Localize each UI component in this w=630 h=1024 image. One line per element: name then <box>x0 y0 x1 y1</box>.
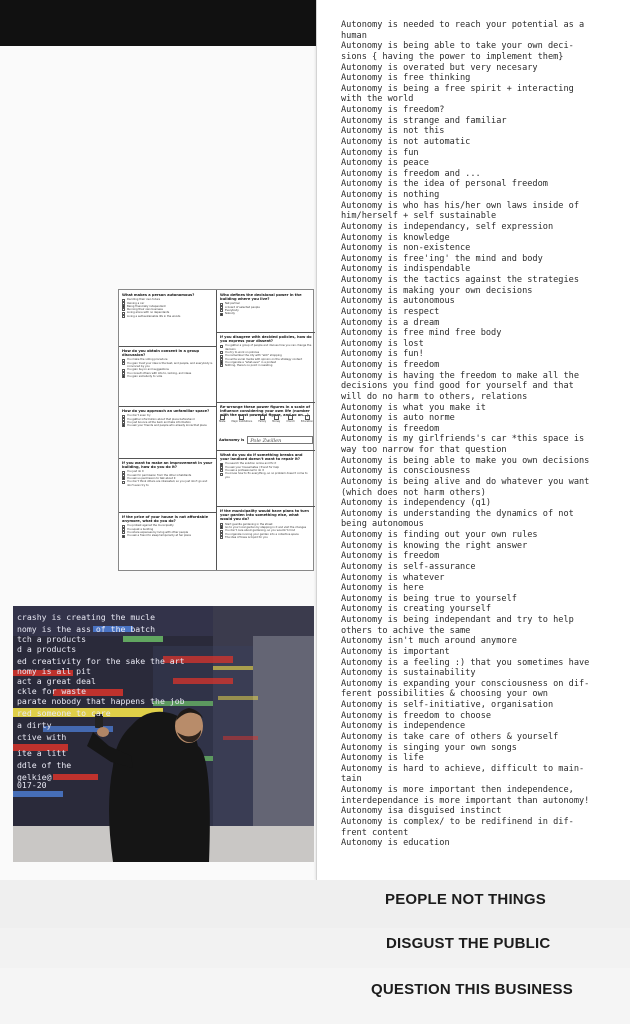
autonomy-line: Autonomy is having the freedom to make all the <box>341 370 579 381</box>
option-label: You ask your friends and people who already know that place <box>127 424 207 428</box>
survey-question <box>218 508 314 539</box>
option-label: You protest against the municipality <box>127 524 174 528</box>
autonomy-line: Autonomy is autonomous <box>341 296 455 307</box>
autonomy-line: Autonomy is free'ing' the mind and body <box>341 253 543 264</box>
projection-photo <box>13 606 314 862</box>
fill-in-handwriting[interactable]: Pole Zwillen <box>247 436 313 444</box>
survey-separator <box>119 458 217 459</box>
fill-in-label: Autonomy is <box>219 438 245 442</box>
autonomy-line: human <box>341 30 367 41</box>
top-dark-band <box>0 0 316 46</box>
question-option[interactable] <box>218 344 314 351</box>
survey-separator <box>217 402 315 403</box>
autonomy-text-sheet <box>316 0 630 880</box>
autonomy-line: Autonomy is not this <box>341 126 445 137</box>
autonomy-line: Autonomy is auto norme <box>341 413 455 424</box>
autonomy-line: Autonomy is consciousness <box>341 466 471 477</box>
projected-line: parate nobody that happens the job <box>17 696 185 706</box>
question-option[interactable] <box>218 364 314 367</box>
autonomy-line: Autonomy is expanding your consciousness on dif- <box>341 678 590 689</box>
option-label: Nothing, there's no point in resisting <box>225 364 273 368</box>
autonomy-line: Autonomy is freedom <box>341 551 440 562</box>
power-scale-row <box>219 415 313 423</box>
autonomy-line: Autonomy is here <box>341 583 424 594</box>
autonomy-line: interdependance is more important than autonomy! <box>341 795 590 806</box>
autonomy-line: way too narrow for that question <box>341 445 507 455</box>
autonomy-line: Autonomy is respect <box>341 306 440 317</box>
autonomy-line: Autonomy is what you make it <box>341 402 486 413</box>
autonomy-line: Autonomy is peace <box>341 158 429 169</box>
question-title: Who defines the decisional power in the building where you live? <box>220 293 302 302</box>
option-label: Go to your local garden by stepping in it and visit the changes <box>225 525 307 529</box>
projected-line: ctive with <box>17 732 67 742</box>
survey-question <box>120 514 216 538</box>
option-label: You just do it <box>127 470 144 474</box>
question-title: How do you obtain consent in a group discussion? <box>122 349 200 358</box>
projected-line: tch a products <box>17 634 87 644</box>
autonomy-line: Autonomy is making your own decisions <box>341 285 533 296</box>
option-label: You organize running your garden into a collective space <box>225 532 299 536</box>
survey-separator <box>119 346 217 347</box>
question-option[interactable] <box>218 472 314 479</box>
autonomy-line: Autonomy is life <box>341 753 424 764</box>
checkbox-icon[interactable] <box>122 375 125 378</box>
autonomy-line: frent content <box>341 827 409 838</box>
option-label: Start guerilla gardening in the street <box>225 522 273 526</box>
survey-questionnaire <box>118 289 314 571</box>
option-label: Net partner <box>225 302 241 306</box>
scale-item[interactable] <box>219 415 225 423</box>
autonomy-line: Autonomy is strange and familiar <box>341 115 507 126</box>
autonomy-line: Autonomy is freedom and ... <box>341 168 481 179</box>
option-label: You don't even try <box>127 414 151 418</box>
option-label: You ask for permission from the other inhabitants <box>127 473 192 477</box>
survey-separator <box>119 406 217 407</box>
projected-line: nomy is the ass of the batch <box>17 624 156 634</box>
autonomy-line: Autonomy is nothing <box>341 190 440 200</box>
autonomy-line: Autonomy is complex/ to be redifinend in dif- <box>341 816 574 827</box>
autonomy-line: Autonomy is self-initiative, organisation <box>341 700 554 710</box>
option-label: You make the voting procedure <box>127 358 168 362</box>
question-title: How do you approach an unfamiliar space? <box>122 409 210 413</box>
autonomy-line: Autonomy is independancy, self expression <box>341 221 554 232</box>
survey-separator <box>217 506 315 507</box>
projected-line: ite a litt <box>17 748 67 758</box>
autonomy-line: Autonomy is a dream <box>341 317 440 328</box>
option-label: You write social media with opinion on the strategy content <box>225 357 303 361</box>
projected-line: nomy is all pit <box>17 666 91 676</box>
autonomy-line: Autonomy is whatever <box>341 572 445 583</box>
option-label: Nobody <box>225 312 235 316</box>
question-title: What makes a person autonomous? <box>122 293 195 297</box>
scale-item[interactable] <box>232 415 253 423</box>
autonomy-line: Autonomy is indispendable <box>341 264 471 275</box>
survey-question <box>218 452 314 479</box>
autonomy-line: Autonomy is a feeling :) that you sometimes have <box>341 657 590 668</box>
slogan-disgust-the-public: DISGUST THE PUBLIC <box>386 935 551 952</box>
scale-label: Education <box>301 420 313 423</box>
autonomy-line: ferent possibilities & choosing your own <box>341 689 548 700</box>
checkbox-icon[interactable] <box>122 362 125 365</box>
autonomy-line: Autonomy is independence <box>341 721 466 732</box>
option-label: You squat a building <box>127 527 154 531</box>
projected-line: act a great deal <box>17 676 96 686</box>
autonomy-line: Autonomy is take care of others & yourself <box>341 731 559 742</box>
option-label: You share expenses by living with other people <box>127 531 189 534</box>
scale-label: Money <box>272 420 281 423</box>
option-label: You organize a "what-ever" in a protest <box>225 360 276 364</box>
projected-line: red someone to care <box>17 708 111 718</box>
autonomy-line: Autonomy is independency (q1) <box>341 498 492 509</box>
scale-item[interactable] <box>272 415 280 423</box>
option-label: You don't care about gardening, so you wouldn't mind <box>225 529 296 533</box>
autonomy-line: Autonomy is not automatic <box>341 136 471 147</box>
autonomy-line: being autonomous <box>341 519 424 530</box>
autonomy-line: Autonomy is important <box>341 646 450 657</box>
autonomy-line: Autonomy isa disguised instinct <box>341 806 502 817</box>
question-title: What do you do if something breaks and your landlord doesn't want to repair it? <box>220 453 303 462</box>
autonomy-line: Autonomy is freedom to choose <box>341 710 492 721</box>
survey-question <box>120 348 216 378</box>
question-option[interactable] <box>120 534 216 537</box>
projected-line: 017-20 <box>17 780 47 790</box>
option-label: You ask a professional to do it <box>225 469 264 472</box>
checkbox-icon[interactable] <box>220 313 223 316</box>
option-label: Being financially independent <box>127 304 166 308</box>
autonomy-line: Autonomy is free thinking <box>341 73 471 84</box>
option-label: You know how to fix everything, so no problem doesn't come to you <box>225 472 308 479</box>
autonomy-line: Autonomy is being independant and try to help <box>341 615 574 625</box>
projected-line: a dirty <box>17 720 52 730</box>
autonomy-line: Autonomy is singing your own songs <box>341 742 517 753</box>
option-label: You remember the city with "skill" shopping <box>225 354 282 358</box>
autonomy-line: Autonomy is understanding the dynamics of not <box>341 508 574 519</box>
projected-line: gelkie@ <box>17 772 52 782</box>
question-option[interactable] <box>120 315 216 318</box>
option-label: You ask a friend to sleep temporarily at her place <box>127 534 191 538</box>
option-label: You don't think others are interested, so you just don't go and don't even try to <box>127 480 208 487</box>
option-label: You try to work on policies <box>225 351 260 354</box>
checkbox-icon[interactable] <box>220 536 223 539</box>
autonomy-line: Autonomy is freedom <box>341 423 440 434</box>
checkbox-icon[interactable] <box>122 315 125 318</box>
autonomy-line: Autonomy is the idea of personal freedom <box>341 179 548 190</box>
autonomy-line: Autonomy is lost <box>341 338 424 349</box>
survey-question <box>218 292 314 316</box>
scale-item[interactable] <box>301 415 313 423</box>
checkbox-icon[interactable] <box>122 535 125 538</box>
survey-question <box>120 292 216 318</box>
autonomy-line: Autonomy is free mind free body <box>341 328 502 339</box>
slogan-people-not-things: PEOPLE NOT THINGS <box>385 891 546 908</box>
autonomy-line: Autonomy is being able to make you own decisions <box>341 455 590 466</box>
scale-label: Church <box>286 420 295 423</box>
question-option[interactable] <box>120 375 216 378</box>
autonomy-line: Autonomy is being a free spirit + interacting <box>341 83 574 94</box>
question-title: If the price of your house is not affordable anymore, what do you do? <box>122 515 209 524</box>
option-label: Running their own business <box>127 308 163 312</box>
autonomy-statements <box>341 20 627 849</box>
autonomy-line: Autonomy is the tactics against the strategies <box>341 275 579 285</box>
checkbox-icon[interactable] <box>220 364 223 367</box>
question-title: Re-arrange these power figures in a scale of influence considering your own life (number with the most powerful figure, and so on...) <box>220 405 311 418</box>
autonomy-line: Autonomy is knowing the right answer <box>341 540 528 551</box>
projected-line: ddle of the <box>17 760 72 770</box>
question-title: If you want to make an improvement in your building, how do you do it? <box>122 461 213 470</box>
question-option[interactable] <box>218 536 314 539</box>
autonomy-line: Autonomy is knowledge <box>341 232 450 243</box>
autonomy-line: with the world <box>341 94 414 105</box>
option-label: Living alone with no dependants <box>127 311 170 315</box>
option-label: You ask your housemates / friend for help <box>225 465 280 469</box>
option-label: You gather a group of people and discuss how you can change the decision <box>225 344 312 351</box>
option-label: You search the solution online and fix it <box>225 462 277 466</box>
option-label: You ask us permission to talk about it <box>127 477 176 480</box>
projected-line: ckle for waste <box>17 686 87 696</box>
checkbox-icon[interactable] <box>220 345 223 348</box>
autonomy-line: Autonomy is needed to reach your potential as a <box>341 20 585 30</box>
scale-label: Family <box>258 420 267 423</box>
slogan-question-this-business: QUESTION THIS BUSINESS <box>371 981 573 998</box>
autonomy-line: Autonomy is more important then independence, <box>341 785 574 795</box>
checkbox-icon[interactable] <box>122 481 125 484</box>
scale-item[interactable] <box>258 415 266 423</box>
option-label: Living a self-sustainable life in the woods <box>127 314 181 318</box>
autonomy-line: will do no harm to others, relations <box>341 391 528 402</box>
autonomy-line: Autonomy is creating yourself <box>341 604 492 615</box>
autonomy-line: Autonomy is hard to achieve, difficult to main- <box>341 763 585 774</box>
option-label: Everybody <box>225 309 239 312</box>
survey-separator <box>217 450 315 451</box>
autonomy-line: Autonomy is being alive and do whatever you want <box>341 476 590 487</box>
autonomy-line: Autonomy is freedom <box>341 360 440 370</box>
autonomy-line: Autonomy is education <box>341 838 450 849</box>
question-title: If you disagree with decided policies, how do you express your dissent? <box>220 335 312 344</box>
option-label: You gain buy-in and suggestions <box>127 368 169 372</box>
autonomy-line: others to achive the same <box>341 625 471 636</box>
option-label: You gain somebody to vote <box>127 374 163 378</box>
autonomy-line: Autonomy is fun <box>341 147 419 158</box>
option-label: The idea of trees is liquid for you <box>225 535 268 539</box>
autonomy-line: Autonomy is my girlfriends's car *this space is <box>341 434 585 445</box>
survey-question <box>120 408 216 427</box>
projected-line: ed creativity for the sake the art <box>17 656 185 666</box>
checkbox-icon[interactable] <box>220 473 223 476</box>
option-label: You just bounce at the back and take information <box>127 420 191 424</box>
autonomy-line: Autonomy is being true to yourself <box>341 593 517 604</box>
question-option[interactable] <box>120 480 216 487</box>
checkbox-icon[interactable] <box>122 424 125 427</box>
autonomy-line: tain <box>341 774 362 785</box>
autonomy-line: sions { having the power to implement them} <box>341 51 564 62</box>
autonomy-line: Autonomy is fun! <box>341 349 424 360</box>
autonomy-line: Autonomy is who has his/her own laws inside of <box>341 200 579 211</box>
autonomy-line: (which does not harm others) <box>341 487 486 498</box>
survey-question <box>120 460 216 487</box>
question-option[interactable] <box>120 424 216 427</box>
option-label: You consult others with lots to, lacking, and ideas <box>127 371 192 375</box>
autonomy-line: him/herself + self sustainable <box>341 211 497 222</box>
autonomy-fill-in <box>219 436 313 444</box>
survey-separator <box>217 332 315 333</box>
autonomy-line: Autonomy is finding out your own rules <box>341 530 538 540</box>
autonomy-line: Autonomy is self-assurance <box>341 561 476 572</box>
option-label: You gather information about that place beforehand <box>127 417 195 421</box>
projected-line: d a products <box>17 644 77 654</box>
option-label: A board of selected people <box>225 305 260 309</box>
survey-separator <box>119 512 217 513</box>
survey-question <box>218 334 314 367</box>
autonomy-line: Autonomy is non-existence <box>341 243 471 254</box>
option-label: Deciding their own future <box>127 298 161 302</box>
autonomy-line: Autonomy is sustainability <box>341 668 476 679</box>
autonomy-line: decisions you find good for yourself and that <box>341 381 574 392</box>
autonomy-line: Autonomy is overated but very necesary <box>341 62 538 73</box>
projected-line: crashy is creating the mucle <box>17 612 156 622</box>
question-title: If the municipality would have plans to turn your garden into something else, what would you do? <box>220 509 309 522</box>
option-label: Owning a car <box>127 301 145 305</box>
option-label: You gain trust your idea is the best, and people, and everybody is convinced by you <box>127 361 213 368</box>
autonomy-line: Autonomy isn't much around anymore <box>341 636 517 647</box>
question-option[interactable] <box>218 312 314 315</box>
scale-item[interactable] <box>286 415 294 423</box>
autonomy-line: Autonomy is freedom? <box>341 105 445 115</box>
autonomy-line: Autonomy is being able to take your own deci- <box>341 41 574 52</box>
scale-label: State <box>219 420 226 423</box>
scale-label: Major Institutions <box>231 420 253 423</box>
